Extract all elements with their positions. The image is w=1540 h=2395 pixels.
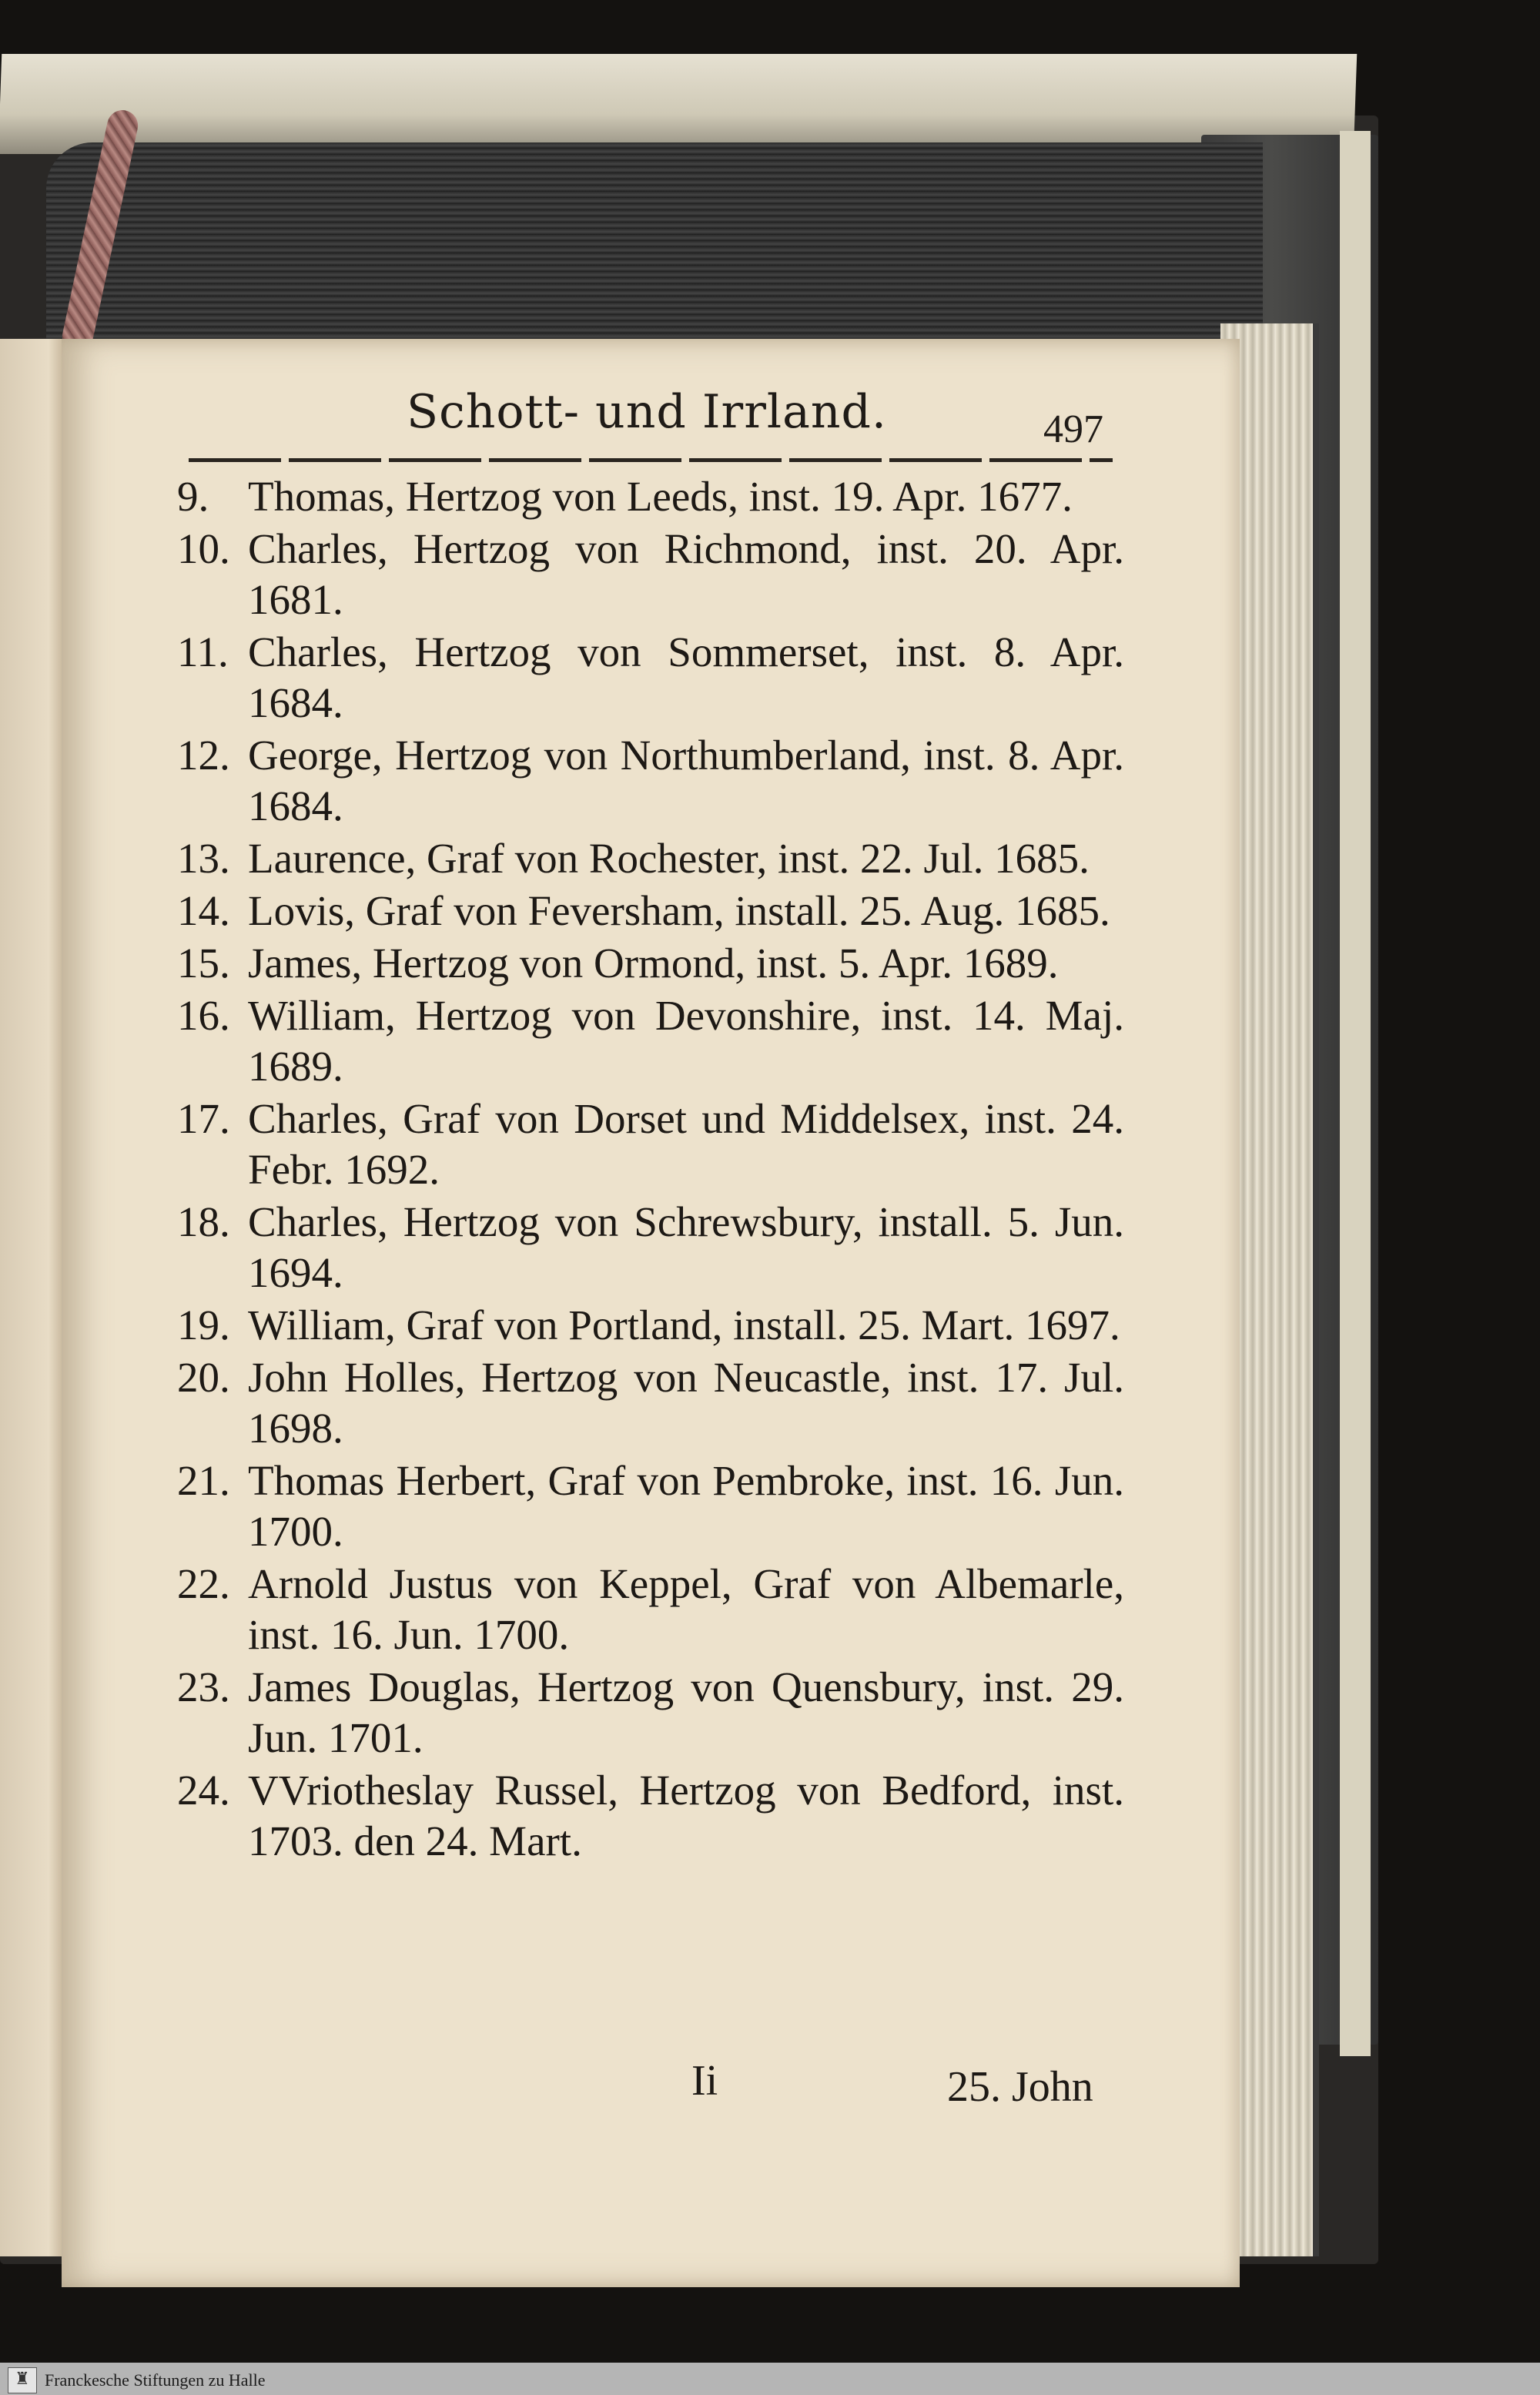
list-item: [177, 1765, 1124, 1867]
entry-text: Arnold Justus von Keppel, Graf von Albemarle, inst. 16. Jun. 1700.: [248, 1560, 1124, 1658]
entry-number: 18.: [177, 1198, 230, 1245]
list-item: [177, 1094, 1124, 1195]
list-item: [177, 886, 1124, 936]
signature-mark: Ii: [691, 2057, 718, 2105]
entry-number: 12.: [177, 732, 230, 779]
list-item: [177, 1662, 1124, 1764]
list-item: [177, 524, 1124, 625]
entry-text: John Holles, Hertzog von Neucastle, inst. 17. Jul. 1698.: [248, 1354, 1124, 1452]
catchword: 25. John: [947, 2063, 1093, 2111]
entry-text: Charles, Hertzog von Sommerset, inst. 8. Apr. 1684.: [248, 628, 1124, 726]
list-item: [177, 1559, 1124, 1660]
list-item: [177, 1352, 1124, 1454]
header-rule: [189, 458, 1113, 462]
list-item: [177, 990, 1124, 1092]
entry-text: Charles, Graf von Dorset und Middelsex, inst. 24. Febr. 1692.: [248, 1095, 1124, 1193]
entry-number: 19.: [177, 1301, 230, 1348]
list-item: [177, 730, 1124, 832]
entry-text: Thomas Herbert, Graf von Pembroke, inst. 16. Jun. 1700.: [248, 1457, 1124, 1555]
cover-edge: [1340, 131, 1371, 2056]
footer-institution: Franckesche Stiftungen zu Halle: [45, 2370, 266, 2390]
entry-text: VVriotheslay Russel, Hertzog von Bedford, inst. 1703. den 24. Mart.: [248, 1767, 1124, 1864]
facing-page-edge: [0, 339, 69, 2256]
entry-number: 21.: [177, 1457, 230, 1504]
list-item: [177, 627, 1124, 729]
entry-text: James, Hertzog von Ormond, inst. 5. Apr. 1689.: [248, 940, 1059, 986]
list-item: [177, 1455, 1124, 1557]
entry-number: 24.: [177, 1767, 230, 1814]
entry-text: William, Hertzog von Devonshire, inst. 14. Maj. 1689.: [248, 992, 1124, 1090]
entry-number: 9.: [177, 473, 209, 520]
entry-text: William, Graf von Portland, install. 25. Mart. 1697.: [248, 1301, 1120, 1348]
entry-text: Lovis, Graf von Feversham, install. 25. Aug. 1685.: [248, 887, 1110, 934]
list-item: [177, 938, 1124, 989]
entry-text: Charles, Hertzog von Richmond, inst. 20. Apr. 1681.: [248, 525, 1124, 623]
list-item: [177, 471, 1124, 522]
institution-logo-icon: ♜: [8, 2367, 37, 2393]
entry-text: Charles, Hertzog von Schrewsbury, install. 5. Jun. 1694.: [248, 1198, 1124, 1296]
entry-text: George, Hertzog von Northumberland, inst. 8. Apr. 1684.: [248, 732, 1124, 829]
list-item: [177, 1197, 1124, 1298]
entry-number: 20.: [177, 1354, 230, 1401]
entry-number: 22.: [177, 1560, 230, 1607]
entry-number: 10.: [177, 525, 230, 572]
entry-number: 23.: [177, 1663, 230, 1710]
entry-number: 16.: [177, 992, 230, 1039]
entry-text: Thomas, Hertzog von Leeds, inst. 19. Apr. 1677.: [248, 473, 1073, 520]
entry-number: 17.: [177, 1095, 230, 1142]
entry-number: 14.: [177, 887, 230, 934]
book-top-cover: [0, 54, 1357, 154]
entry-number: 13.: [177, 835, 230, 882]
page-stack-top: [46, 142, 1263, 350]
entry-number: 15.: [177, 940, 230, 986]
list-item: [177, 1300, 1124, 1351]
running-head: Schott- und Irrland.: [407, 385, 887, 439]
entry-text: Laurence, Graf von Rochester, inst. 22. Jul. 1685.: [248, 835, 1090, 882]
list-item: [177, 833, 1124, 884]
entry-list: [177, 471, 1124, 1868]
page-number: 497: [1043, 407, 1103, 451]
entry-number: 11.: [177, 628, 229, 675]
entry-text: James Douglas, Hertzog von Quensbury, inst. 29. Jun. 1701.: [248, 1663, 1124, 1761]
